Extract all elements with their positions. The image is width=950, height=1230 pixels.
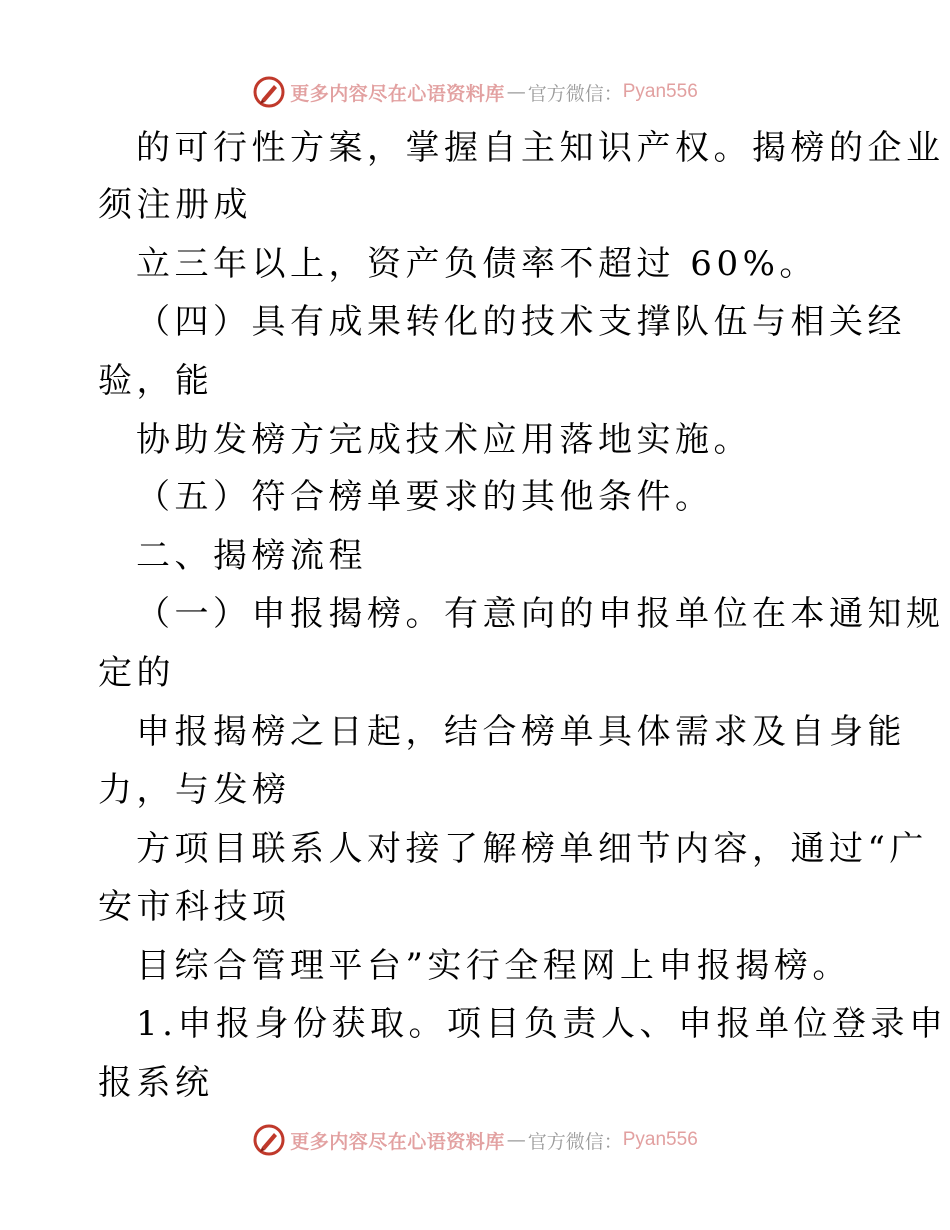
text-line: 定的 — [98, 653, 175, 693]
header-watermark — [0, 70, 950, 114]
text-line: 验，能 — [98, 361, 214, 401]
pen-logo-icon — [252, 75, 286, 109]
text-line: 协助发榜方完成技术应用落地实施。 — [136, 420, 752, 460]
watermark-label: 官方微信： — [527, 1130, 623, 1153]
section-heading: 二、揭榜流程 — [136, 536, 367, 576]
watermark-main-text: 更多内容尽在心语资料库 — [290, 82, 505, 105]
text-line: （一）申报揭榜。有意向的申报单位在本通知规 — [136, 594, 945, 634]
text-line: 目综合管理平台”实行全程网上申报揭榜。 — [136, 946, 851, 986]
watermark-wechat-id: Pyan556 — [622, 1129, 698, 1150]
text-line: 申报揭榜之日起，结合榜单具体需求及自身能 — [136, 712, 906, 752]
pen-logo-icon — [252, 1123, 286, 1157]
watermark-dash: — — [506, 81, 526, 103]
watermark-label: 官方微信： — [527, 82, 623, 105]
text-line: 方项目联系人对接了解榜单细节内容，通过“广 — [136, 829, 928, 869]
watermark-dash: — — [506, 1129, 526, 1151]
text-line: 须注册成 — [98, 185, 252, 225]
text-line: 1.申报身份获取。项目负责人、申报单位登录申 — [136, 1004, 948, 1044]
text-line: （四）具有成果转化的技术支撑队伍与相关经 — [136, 302, 906, 342]
text-line: （五）符合榜单要求的其他条件。 — [136, 477, 714, 517]
text-line: 报系统 — [98, 1063, 214, 1103]
text-line: 的可行性方案，掌握自主知识产权。揭榜的企业 — [136, 128, 945, 168]
watermark-main-text: 更多内容尽在心语资料库 — [290, 1130, 505, 1153]
text-line: 安市科技项 — [98, 887, 291, 927]
text-line: 立三年以上，资产负债率不超过 60%。 — [136, 244, 818, 284]
watermark-wechat-id: Pyan556 — [622, 81, 698, 102]
footer-watermark — [0, 1118, 950, 1162]
text-line: 力，与发榜 — [98, 770, 291, 810]
